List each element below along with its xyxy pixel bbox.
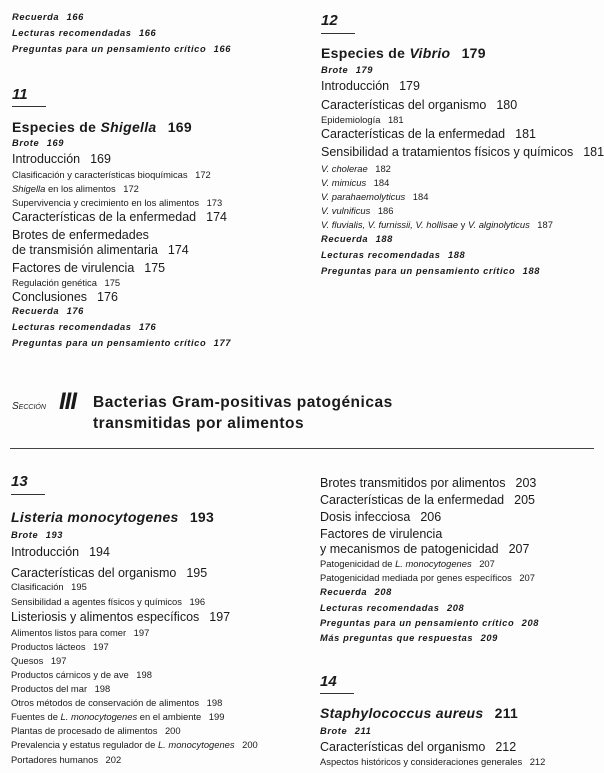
toc-entry[interactable]: Dosis infecciosa 206 — [320, 510, 442, 524]
toc-subentry[interactable]: Shigella en los alimentos 172 — [12, 183, 139, 194]
chapter-rule — [11, 494, 45, 495]
toc-entry-lecturas[interactable]: Lecturas recomendadas 176 — [12, 322, 157, 332]
toc-entry-recuerda[interactable]: Recuerda 208 — [320, 587, 392, 597]
toc-entry-preguntas[interactable]: Preguntas para un pensamiento crítico 208 — [320, 618, 539, 628]
toc-subentry[interactable]: Alimentos listos para comer 197 — [11, 627, 150, 638]
toc-subentry[interactable]: Epidemiología 181 — [321, 114, 404, 125]
toc-entry-brote[interactable]: Brote 169 — [12, 138, 65, 148]
toc-right-bottom — [320, 460, 599, 773]
toc-subentry[interactable]: Productos del mar 198 — [11, 683, 111, 694]
toc-subentry[interactable]: Quesos 197 — [11, 655, 67, 666]
toc-entry-brote[interactable]: Brote 193 — [11, 530, 64, 540]
toc-left-top — [12, 0, 297, 370]
toc-entry[interactable]: Listeriosis y alimentos específicos 197 — [11, 610, 231, 624]
toc-entry[interactable]: Características del organismo 195 — [11, 566, 208, 580]
toc-entry-line2[interactable]: de transmisión alimentaria 174 — [12, 243, 189, 257]
toc-subentry[interactable]: Patogenicidad de L. monocytogenes 207 — [320, 558, 495, 569]
toc-entry[interactable]: Características del organismo 212 — [320, 740, 517, 754]
toc-subentry[interactable]: Aspectos históricos y consideraciones generales 212 — [320, 756, 546, 767]
chapter-rule — [12, 106, 46, 107]
toc-entry[interactable]: Características de la enfermedad 174 — [12, 210, 227, 224]
toc-subentry[interactable]: V. cholerae 182 — [321, 163, 391, 174]
section-number: III — [59, 388, 77, 415]
toc-entry-preguntas[interactable]: Preguntas para un pensamiento crítico 188 — [321, 266, 540, 276]
toc-subentry[interactable]: Sensibilidad a agentes físicos y químicos 196 — [11, 596, 206, 607]
toc-entry-recuerda[interactable]: Recuerda 176 — [12, 306, 84, 316]
toc-subentry[interactable]: V. parahaemolyticus 184 — [321, 191, 429, 202]
chapter-number: 13 — [11, 473, 28, 490]
toc-subentry[interactable]: V. fluvialis, V. furnissii, V. hollisae y V. alginolyticus 187 — [321, 219, 553, 230]
toc-entry[interactable]: Características de la enfermedad 205 — [320, 493, 535, 507]
toc-subentry[interactable]: Otros métodos de conservación de alimentos 198 — [11, 697, 223, 708]
toc-subentry[interactable]: V. vulnificus 186 — [321, 205, 394, 216]
toc-subentry[interactable]: V. mimicus 184 — [321, 177, 390, 188]
toc-entry-mas-preguntas[interactable]: Más preguntas que respuestas 209 — [320, 633, 498, 643]
toc-entry-preguntas[interactable]: Preguntas para un pensamiento crítico 166 — [12, 44, 231, 54]
toc-entry[interactable]: Características de la enfermedad 181 — [321, 127, 536, 141]
chapter-rule — [320, 693, 354, 694]
toc-entry-introduccion[interactable]: Introducción 194 — [11, 545, 110, 559]
toc-subentry[interactable]: Prevalencia y estatus regulador de L. monocytogenes 200 — [11, 739, 258, 750]
chapter-number: 12 — [321, 12, 338, 29]
chapter-title[interactable]: Staphylococcus aureus 211 — [320, 705, 519, 721]
toc-entry[interactable]: Sensibilidad a tratamientos físicos y químicos 181 — [321, 145, 604, 159]
chapter-title[interactable]: Especies de Vibrio 179 — [321, 45, 486, 61]
chapter-number: 14 — [320, 673, 337, 690]
toc-subentry[interactable]: Supervivencia y crecimiento en los alimentos 173 — [12, 197, 223, 208]
chapter-title[interactable]: Listeria monocytogenes 193 — [11, 509, 215, 525]
toc-entry-lecturas[interactable]: Lecturas recomendadas 166 — [12, 28, 157, 38]
section-rule — [10, 448, 594, 449]
toc-entry-preguntas[interactable]: Preguntas para un pensamiento crítico 177 — [12, 338, 231, 348]
toc-subentry[interactable]: Plantas de procesado de alimentos 200 — [11, 725, 181, 736]
chapter-number: 11 — [12, 86, 28, 103]
section-label: Sección — [12, 401, 46, 412]
toc-entry-line2[interactable]: y mecanismos de patogenicidad 207 — [320, 542, 530, 556]
toc-entry-lecturas[interactable]: Lecturas recomendadas 188 — [321, 250, 466, 260]
toc-subentry[interactable]: Clasificación 195 — [11, 581, 87, 592]
toc-subentry[interactable]: Portadores humanos 202 — [11, 754, 122, 765]
chapter-rule — [321, 33, 355, 34]
toc-entry-brote[interactable]: Brote 211 — [320, 726, 372, 736]
section-title: Bacterias Gram-positivas patogénicas transmitidas por alimentos — [93, 394, 393, 432]
toc-subentry[interactable]: Productos lácteos 197 — [11, 641, 109, 652]
chapter-title[interactable]: Especies de Shigella 169 — [12, 119, 192, 135]
toc-entry-line1[interactable]: Brotes de enfermedades — [12, 228, 149, 242]
toc-entry-line1[interactable]: Factores de virulencia — [320, 527, 443, 541]
toc-left-bottom — [11, 460, 301, 773]
toc-entry-lecturas[interactable]: Lecturas recomendadas 208 — [320, 603, 465, 613]
toc-subentry[interactable]: Fuentes de L. monocytogenes en el ambiente 199 — [11, 711, 225, 722]
toc-subentry[interactable]: Clasificación y características bioquímicas 172 — [12, 169, 211, 180]
toc-entry-introduccion[interactable]: Introducción 179 — [321, 79, 420, 93]
toc-entry-brote[interactable]: Brote 179 — [321, 65, 374, 75]
toc-entry[interactable]: Características del organismo 180 — [321, 98, 518, 112]
toc-entry-recuerda[interactable]: Recuerda 166 — [12, 12, 84, 22]
toc-entry[interactable]: Brotes transmitidos por alimentos 203 — [320, 476, 537, 490]
toc-subentry[interactable]: Productos cárnicos y de ave 198 — [11, 669, 152, 680]
toc-entry[interactable]: Factores de virulencia 175 — [12, 261, 166, 275]
toc-entry-introduccion[interactable]: Introducción 169 — [12, 152, 111, 166]
toc-entry-recuerda[interactable]: Recuerda 188 — [321, 234, 393, 244]
toc-subentry[interactable]: Patogenicidad mediada por genes específicos 207 — [320, 572, 535, 583]
toc-subentry[interactable]: Regulación genética 175 — [12, 277, 121, 288]
toc-right-top — [321, 0, 604, 300]
toc-entry[interactable]: Conclusiones 176 — [12, 290, 118, 304]
